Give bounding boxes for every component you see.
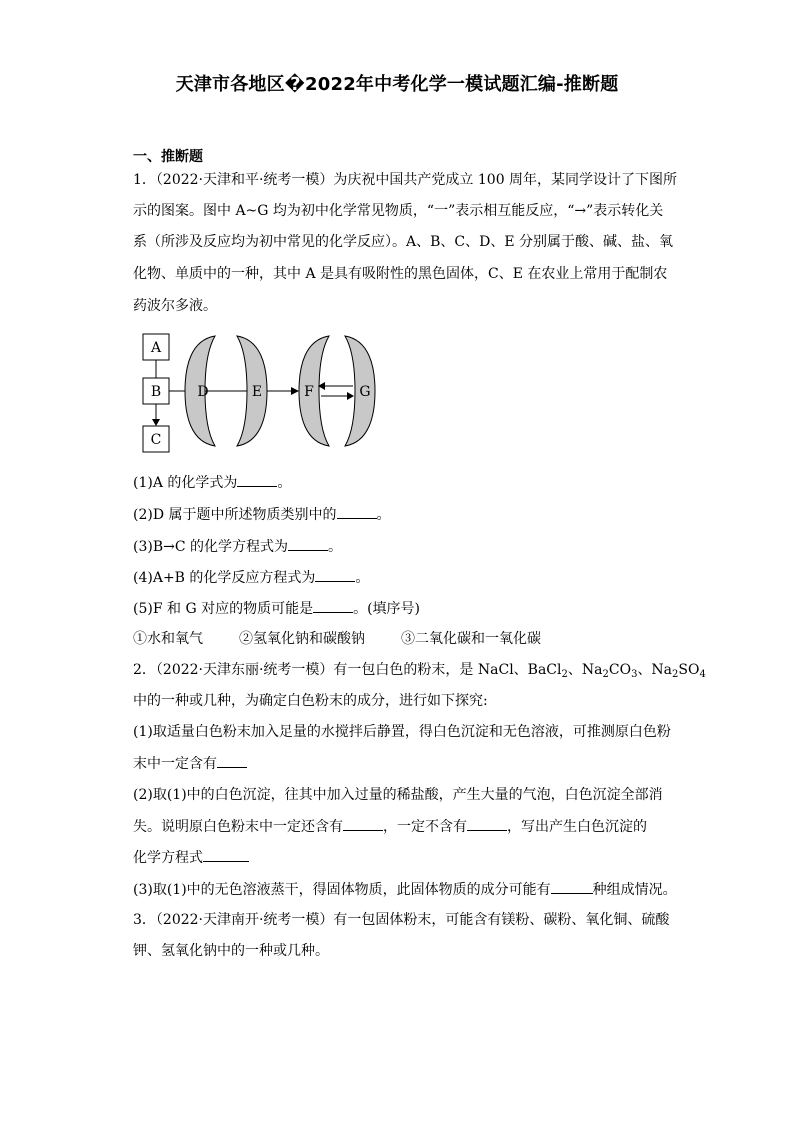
q1-line-2: 示的图案。图中 A~G 均为初中化学常见物质，“一”表示相互能反应，“→”表示转化关 [133,203,664,219]
q3-line-2: 钾、氢氧化钠中的一种或几种。 [133,943,329,959]
answer-blank[interactable] [315,567,355,582]
answer-blank[interactable] [313,598,353,613]
q1-line-1: 1．（2022·天津和平·统考一模）为庆祝中国共产党成立 100 周年，某同学设计了下图所 [133,172,678,188]
answer-blank[interactable] [343,816,383,831]
label-c: C [150,432,162,448]
q1-options [133,629,541,649]
q2-p3-line: (3)取(1)中的无色溶液蒸干，得固体物质，此固体物质的成分可能有 种组成情况。 [133,879,677,900]
arrow-f-g-head [347,392,354,400]
q2-p1-line-1: (1)取适量白色粉末加入足量的水搅拌后静置，得白色沉淀和无色溶液，可推测原白色粉 [133,724,671,740]
q1-line-4: 化物、单质中的一种，其中 A 是具有吸附性的黑色固体，C、E 在农业上常用于配制农 [133,266,668,282]
arrow-e-f-head [291,387,299,395]
q2-p2-line-2: 失。说明原白色粉末中一定还含有 ，一定不含有 ，写出产生白色沉淀的 [133,816,647,837]
answer-blank[interactable] [288,536,328,551]
q1-line-5: 药波尔多液。 [133,298,217,314]
q2-p2-line-3: 化学方程式 [133,847,249,868]
q1-sub-5: (5)F 和 G 对应的物质可能是 。(填序号) [133,598,420,619]
label-e: E [251,384,263,400]
option-1: ①水和氧气 [133,631,203,647]
label-a: A [150,340,162,356]
q1-sub-4: (4)A+B 的化学反应方程式为 。 [133,567,369,588]
answer-blank[interactable] [467,816,507,831]
q1-line-3: 系（所涉及反应均为初中常见的化学反应）。A、B、C、D、E 分别属于酸、碱、盐、氧 [133,234,674,250]
label-b: B [150,384,162,400]
label-g: G [359,384,371,400]
answer-blank[interactable] [551,879,593,894]
q2-p1-line-2: 末中一定含有 [133,753,247,774]
q2-line-2: 中的一种或几种，为确定白色粉末的成分，进行如下探究: [133,693,488,709]
q1-sub-2: (2)D 属于题中所述物质类别中的 。 [133,504,391,525]
label-f: F [304,384,314,400]
label-d: D [197,384,209,400]
arrow-b-c-head [152,419,160,426]
option-3: ③二氧化碳和一氧化碳 [401,631,541,647]
answer-blank[interactable] [217,753,247,768]
q2-p2-line-1: (2)取(1)中的白色沉淀，往其中加入过量的稀盐酸，产生大量的气泡，白色沉淀全部消 [133,787,663,803]
q3-line-1: 3．（2022·天津南开·统考一模）有一包固体粉末，可能含有镁粉、碳粉、氧化铜、硫酸 [133,912,670,928]
document-title: 天津市各地区�2022年中考化学一模试题汇编-推断题 [175,74,619,95]
q1-diagram [133,326,393,458]
answer-blank[interactable] [237,472,277,487]
option-2: ②氢氧化钠和碳酸钠 [239,631,365,647]
answer-blank[interactable] [337,504,377,519]
q1-sub-3: (3)B→C 的化学方程式为 。 [133,536,342,557]
answer-blank[interactable] [203,847,249,862]
q2-line-1: 2．（2022·天津东丽·统考一模）有一包白色的粉末，是 NaCl、BaCl$_2$、$Na_2CO_3$、$Na_2SO_4$ [133,662,706,680]
q1-sub-1: (1)A 的化学式为 。 [133,472,291,493]
section-heading: 一、推断题 [133,149,203,165]
